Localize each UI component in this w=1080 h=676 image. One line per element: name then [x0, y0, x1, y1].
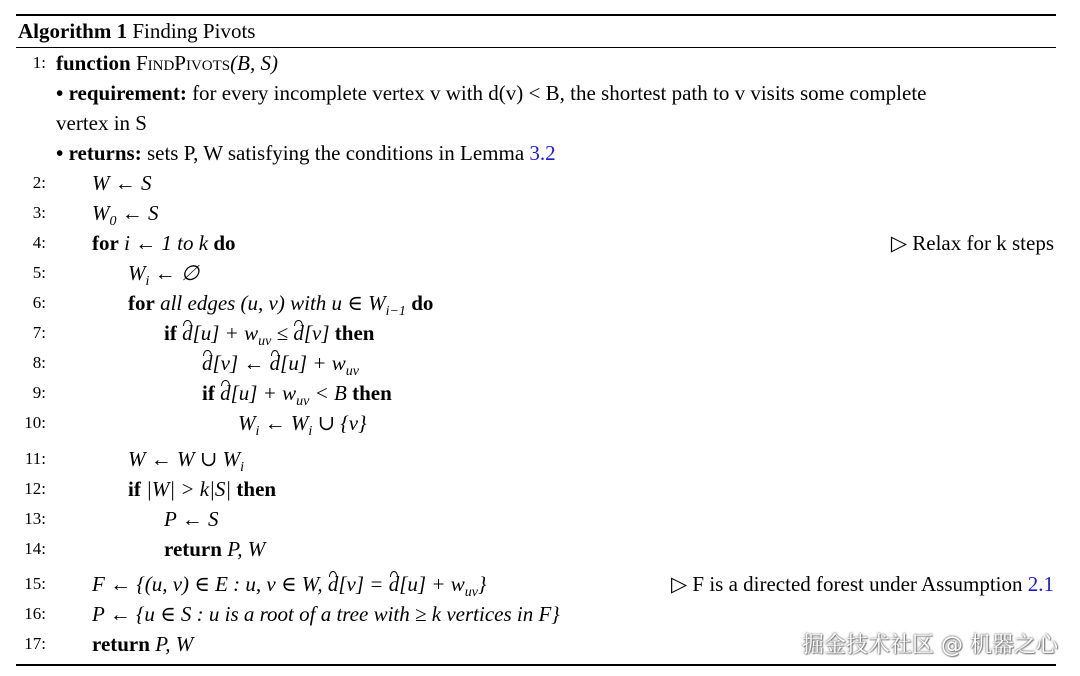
- line-text: }: [477, 572, 487, 596]
- line-text: ← S: [116, 201, 159, 225]
- returns-text: sets P, W satisfying the conditions in Lemma: [146, 141, 525, 165]
- lemma-link[interactable]: 3.2: [529, 141, 556, 165]
- line-text: [u] + w: [399, 572, 465, 596]
- algorithm-block: [16, 0, 1056, 676]
- line-text: ≤: [271, 321, 294, 345]
- line-text: [u] + w: [230, 381, 297, 405]
- line-text: ← ∅: [149, 261, 200, 285]
- subscript: i: [308, 424, 313, 440]
- keyword: if: [164, 321, 177, 345]
- line-text: [u] + w: [280, 351, 346, 375]
- requirement-text-cont: vertex in S: [56, 111, 147, 135]
- keyword: then: [334, 321, 375, 345]
- line-text: [v]: [303, 321, 330, 345]
- bottom-rule: [16, 664, 1056, 666]
- line-number: 11:: [24, 449, 46, 468]
- d-hat: d: [220, 378, 231, 408]
- line-12: [16, 474, 1056, 504]
- watermark: 掘金技术社区 @ 机器之心: [802, 633, 1058, 658]
- algorithm-name: Finding Pivots: [132, 19, 256, 43]
- d-hat: d: [328, 569, 339, 599]
- comment: ▷ Relax for k steps: [890, 231, 1054, 255]
- d-hat: d: [182, 318, 193, 348]
- subscript: i: [240, 460, 244, 476]
- subscript: i−1: [385, 304, 406, 320]
- keyword: function: [56, 51, 131, 75]
- line-number: 4:: [32, 233, 46, 252]
- bullet: •: [56, 141, 64, 165]
- d-hat: d: [270, 348, 281, 378]
- line-text: ← W: [259, 411, 309, 435]
- line-14: [16, 534, 1056, 564]
- line-number: 2:: [32, 173, 46, 192]
- assumption-link[interactable]: 2.1: [1027, 572, 1054, 596]
- line-15: [16, 569, 1056, 599]
- line-text: F ← {(u, v) ∈ E : u, v ∈ W,: [92, 572, 328, 596]
- keyword: for: [128, 291, 155, 315]
- subscript: uv: [296, 394, 310, 410]
- line-text: [v] =: [338, 572, 389, 596]
- d-hat: d: [293, 318, 304, 348]
- algorithm-title: [18, 18, 255, 44]
- line-text: |W| > k|S|: [146, 477, 232, 501]
- keyword: if: [128, 477, 141, 501]
- line-number: 12:: [24, 479, 46, 498]
- line-13: [16, 504, 1056, 534]
- subscript: i: [145, 274, 150, 290]
- line-text: W: [128, 261, 146, 285]
- requirement-continuation: [16, 108, 1056, 138]
- line-text: P ← {u ∈ S : u is a root of a tree with ≥ k vertices in F}: [92, 602, 560, 626]
- subscript: uv: [258, 334, 272, 350]
- keyword: if: [202, 381, 215, 405]
- keyword: for: [92, 231, 119, 255]
- keyword: then: [236, 477, 277, 501]
- requirement-text: for every incomplete vertex v with d(v) < B, the shortest path to v visits some complete: [192, 81, 927, 105]
- returns-line: [16, 138, 1056, 168]
- keyword: then: [352, 381, 392, 405]
- subscript: 0: [109, 214, 117, 230]
- line-number: 16:: [24, 604, 46, 623]
- line-number: 7:: [32, 323, 46, 342]
- line-number: 5:: [32, 263, 46, 282]
- line-4: [16, 228, 1056, 258]
- line-8: [16, 348, 1056, 378]
- line-text: P, W: [155, 632, 194, 656]
- line-number: 17:: [24, 634, 46, 653]
- line-text: W ← W ∪ W: [128, 447, 241, 471]
- subscript: uv: [345, 364, 359, 380]
- line-text: P ← S: [164, 507, 219, 531]
- keyword: do: [411, 291, 434, 315]
- line-3: [16, 198, 1056, 228]
- returns-label: returns:: [68, 141, 142, 165]
- line-number: 13:: [24, 509, 46, 528]
- line-10: [16, 408, 1056, 438]
- line-5: [16, 258, 1056, 288]
- line-16: [16, 599, 1056, 629]
- line-text: P, W: [227, 537, 266, 561]
- line-2: [16, 168, 1056, 198]
- line-number: 1:: [32, 53, 46, 72]
- line-11: [16, 444, 1056, 474]
- line-text: W: [238, 411, 256, 435]
- comment: ▷ F is a directed forest under Assumption: [670, 572, 1023, 596]
- line-number: 14:: [24, 539, 46, 558]
- line-6: [16, 288, 1056, 318]
- subscript: i: [255, 424, 260, 440]
- line-number: 6:: [32, 293, 46, 312]
- d-hat: d: [389, 569, 400, 599]
- line-number: 10:: [24, 413, 46, 432]
- line-text: < B: [309, 381, 347, 405]
- keyword: return: [92, 632, 150, 656]
- line-text: [u] + w: [192, 321, 259, 345]
- line-number: 8:: [32, 353, 46, 372]
- line-text: W ← S: [92, 171, 152, 195]
- function-name: FindPivots: [135, 51, 231, 75]
- line-number: 9:: [32, 383, 46, 402]
- line-number: 3:: [32, 203, 46, 222]
- line-text: i ← 1 to k: [124, 231, 209, 255]
- top-rule: [16, 14, 1056, 16]
- line-9: [16, 378, 1056, 408]
- line-number: 15:: [24, 574, 46, 593]
- line-text: [v] ←: [212, 351, 270, 375]
- subscript: uv: [464, 585, 478, 601]
- algorithm-label: Algorithm 1: [18, 19, 128, 43]
- function-args: (B, S): [230, 51, 278, 75]
- line-text: W: [92, 201, 110, 225]
- requirement-label: requirement:: [68, 81, 187, 105]
- bullet: •: [56, 81, 64, 105]
- keyword: do: [213, 231, 236, 255]
- line-7: [16, 318, 1056, 348]
- requirement-line: [16, 78, 1056, 108]
- line-text: ∪ {v}: [312, 411, 367, 435]
- line-1: [16, 48, 1056, 78]
- keyword: return: [164, 537, 222, 561]
- line-text: all edges (u, v) with u ∈ W: [160, 291, 386, 315]
- d-hat: d: [202, 348, 213, 378]
